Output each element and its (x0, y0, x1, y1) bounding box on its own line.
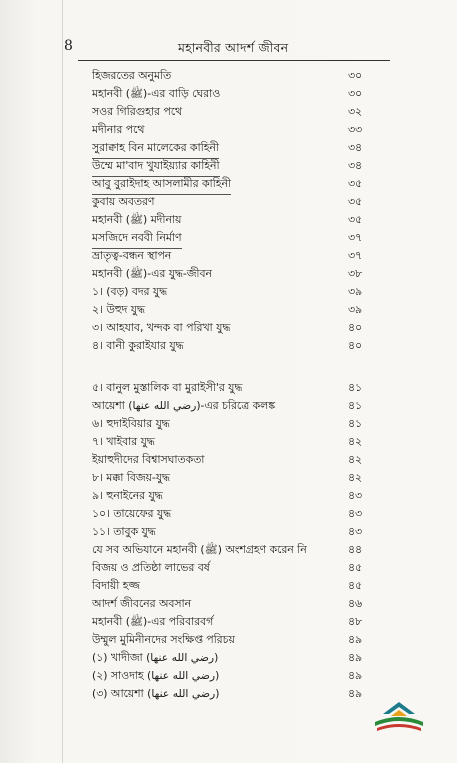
toc-entry (92, 576, 382, 594)
header-rule (78, 60, 390, 61)
toc-entry-page: ৪৯ (347, 669, 362, 682)
toc-entry-page: ৪২ (347, 471, 363, 484)
toc-entry-page: ৩৩ (347, 123, 363, 136)
toc-entry-page: ৪২ (347, 453, 363, 466)
toc-entry-page: ৪৫ (347, 579, 362, 592)
toc-entry-page: ৪৩ (347, 507, 363, 520)
toc-entry-page: ৩৮ (347, 267, 363, 280)
toc-entry-page: ৪৮ (347, 615, 362, 628)
toc-entry-page: ৩৫ (347, 177, 363, 190)
toc-entry-title: আবু বুরাইদাহ আসলামীর কাহিনী (92, 175, 231, 195)
toc-entry (92, 396, 382, 414)
toc-entry (92, 318, 382, 336)
toc-entry-title: মদীনার পথে (92, 123, 145, 136)
toc-entry-page: ৪৫ (347, 561, 362, 574)
toc-entry-title: (১) খাদীজা (رضي الله عنها) (92, 651, 219, 664)
toc-section-bottom (92, 378, 382, 702)
toc-entry (92, 594, 382, 612)
toc-entry-title: ইয়াহুদীদের বিশ্বাসঘাতকতা (92, 453, 205, 466)
toc-entry-title: (২) সাওদাহ (رضي الله عنها) (92, 669, 220, 682)
toc-entry-page: ৪১ (347, 399, 362, 412)
toc-entry-title: বিদায়ী হজ্জ (92, 579, 140, 592)
toc-entry (92, 414, 382, 432)
page-number: 8 (64, 38, 73, 54)
toc-entry (92, 246, 382, 264)
toc-entry (92, 450, 382, 468)
toc-entry-title: ভ্রাতৃত্ব-বন্ধন স্থাপন (92, 249, 172, 262)
toc-entry-title: ৮। মক্কা বিজয়-যুদ্ধ (92, 471, 170, 484)
toc-entry-title: আদর্শ জীবনের অবসান (92, 597, 192, 610)
toc-entry (92, 210, 382, 228)
toc-entry-title: সওর গিরিগুহার পথে (92, 105, 183, 118)
toc-entry-page: ৩০ (347, 87, 363, 100)
toc-entry-page: ৩৯ (347, 303, 363, 316)
toc-entry-page: ৩৪ (347, 141, 363, 154)
toc-entry-title: ৩। আহযাব, খন্দক বা পরিখা যুদ্ধ (92, 321, 231, 334)
toc-entry-title: সুরাক্বাহ বিন মালেকের কাহিনী (92, 139, 219, 159)
toc-entry-page: ৩৫ (347, 195, 363, 208)
toc-entry-page: ৩০ (347, 69, 363, 82)
toc-entry (92, 84, 382, 102)
running-title: মহানবীর আদর্শ জীবন (178, 40, 289, 55)
publisher-logo-icon (371, 700, 427, 736)
toc-entry (92, 684, 382, 702)
toc-entry (92, 486, 382, 504)
toc-entry-page: ৩৭ (347, 249, 363, 262)
toc-entry-page: ৪৪ (347, 543, 362, 556)
toc-entry-page: ৪১ (347, 417, 362, 430)
toc-entry-page: ৪৩ (347, 525, 363, 538)
toc-entry (92, 120, 382, 138)
toc-entry-page: ৪০ (347, 321, 363, 334)
toc-entry-title: ১০। তায়েফের যুদ্ধ (92, 507, 171, 520)
toc-entry-page: ৩৭ (347, 231, 363, 244)
table-of-contents (92, 66, 382, 702)
toc-entry-page: ৩২ (347, 105, 363, 118)
toc-entry (92, 300, 382, 318)
toc-entry-title: উম্মে মা'বাদ খুযাইয়্যার কাহিনী (92, 157, 220, 177)
toc-entry (92, 66, 382, 84)
toc-entry-title: যে সব অভিযানে মহানবী (ﷺ) অংশগ্রহণ করেন নি (92, 543, 307, 556)
toc-entry (92, 648, 382, 666)
toc-entry-page: ৪০ (347, 339, 363, 352)
toc-entry (92, 630, 382, 648)
toc-entry-title: মহানবী (ﷺ)-এর পরিবারবর্গ (92, 615, 214, 628)
toc-entry-title: বিজয় ও প্রতিষ্ঠা লাভের বর্ষ (92, 561, 210, 574)
toc-entry (92, 174, 382, 192)
toc-entry-title: ৬। হুদাইবিয়ার যুদ্ধ (92, 417, 170, 430)
toc-entry-title: মহানবী (ﷺ)-এর বাড়ি ঘেরাও (92, 87, 221, 100)
toc-entry (92, 336, 382, 354)
section-gap (92, 354, 382, 378)
toc-entry-page: ৩৫ (347, 213, 363, 226)
toc-entry-page: ৪৯ (347, 633, 362, 646)
toc-entry (92, 192, 382, 210)
toc-entry (92, 666, 382, 684)
toc-entry-title: মসজিদে নববী নির্মাণ (92, 229, 182, 249)
toc-entry-title: ৯। হুনাইনের যুদ্ধ (92, 489, 163, 502)
toc-entry-page: ৪২ (347, 435, 363, 448)
toc-entry-title: ২। উহুদ যুদ্ধ (92, 303, 145, 316)
toc-entry (92, 264, 382, 282)
toc-entry-page: ৩৪ (347, 159, 363, 172)
toc-entry-title: ৭। খাইবার যুদ্ধ (92, 435, 155, 448)
toc-entry-page: ৪৯ (347, 651, 362, 664)
toc-entry-page: ৪৬ (347, 597, 363, 610)
toc-entry-title: মহানবী (ﷺ) মদীনায় (92, 213, 182, 226)
toc-entry-title: ৪। বানী কুরাইযার যুদ্ধ (92, 339, 184, 352)
toc-entry-title: কুবায় অবতরণ (92, 195, 155, 208)
toc-entry (92, 156, 382, 174)
toc-entry (92, 102, 382, 120)
toc-entry-title: মহানবী (ﷺ)-এর যুদ্ধ-জীবন (92, 267, 212, 280)
toc-entry (92, 540, 382, 558)
toc-entry (92, 612, 382, 630)
toc-entry-page: ৪১ (347, 381, 362, 394)
toc-entry (92, 558, 382, 576)
toc-entry-page: ৪৯ (347, 687, 362, 700)
toc-entry (92, 522, 382, 540)
toc-entry-page: ৩৯ (347, 285, 363, 298)
toc-entry-title: ৫। বানুল মুস্তালিক বা মুরাইসী'র যুদ্ধ (92, 381, 243, 394)
toc-entry (92, 138, 382, 156)
toc-entry (92, 282, 382, 300)
toc-entry (92, 378, 382, 396)
toc-entry-title: ১। (বড়) বদর যুদ্ধ (92, 285, 168, 298)
toc-entry-title: হিজরতের অনুমতি (92, 69, 172, 82)
toc-entry (92, 432, 382, 450)
toc-entry-page: ৪৩ (347, 489, 363, 502)
toc-entry (92, 468, 382, 486)
toc-section-top (92, 66, 382, 354)
toc-entry-title: উম্মুল মুমিনীনদের সংক্ষিপ্ত পরিচয় (92, 633, 235, 646)
toc-entry-title: ১১। তাবুক যুদ্ধ (92, 525, 156, 538)
toc-entry-title: আয়েশা (رضي الله عنها)-এর চরিত্রে কলঙ্ক (92, 399, 275, 412)
toc-entry (92, 504, 382, 522)
toc-entry-title: (৩) আয়েশা (رضي الله عنها) (92, 687, 220, 700)
toc-entry (92, 228, 382, 246)
page-header (0, 38, 457, 60)
page-gutter (62, 0, 63, 763)
